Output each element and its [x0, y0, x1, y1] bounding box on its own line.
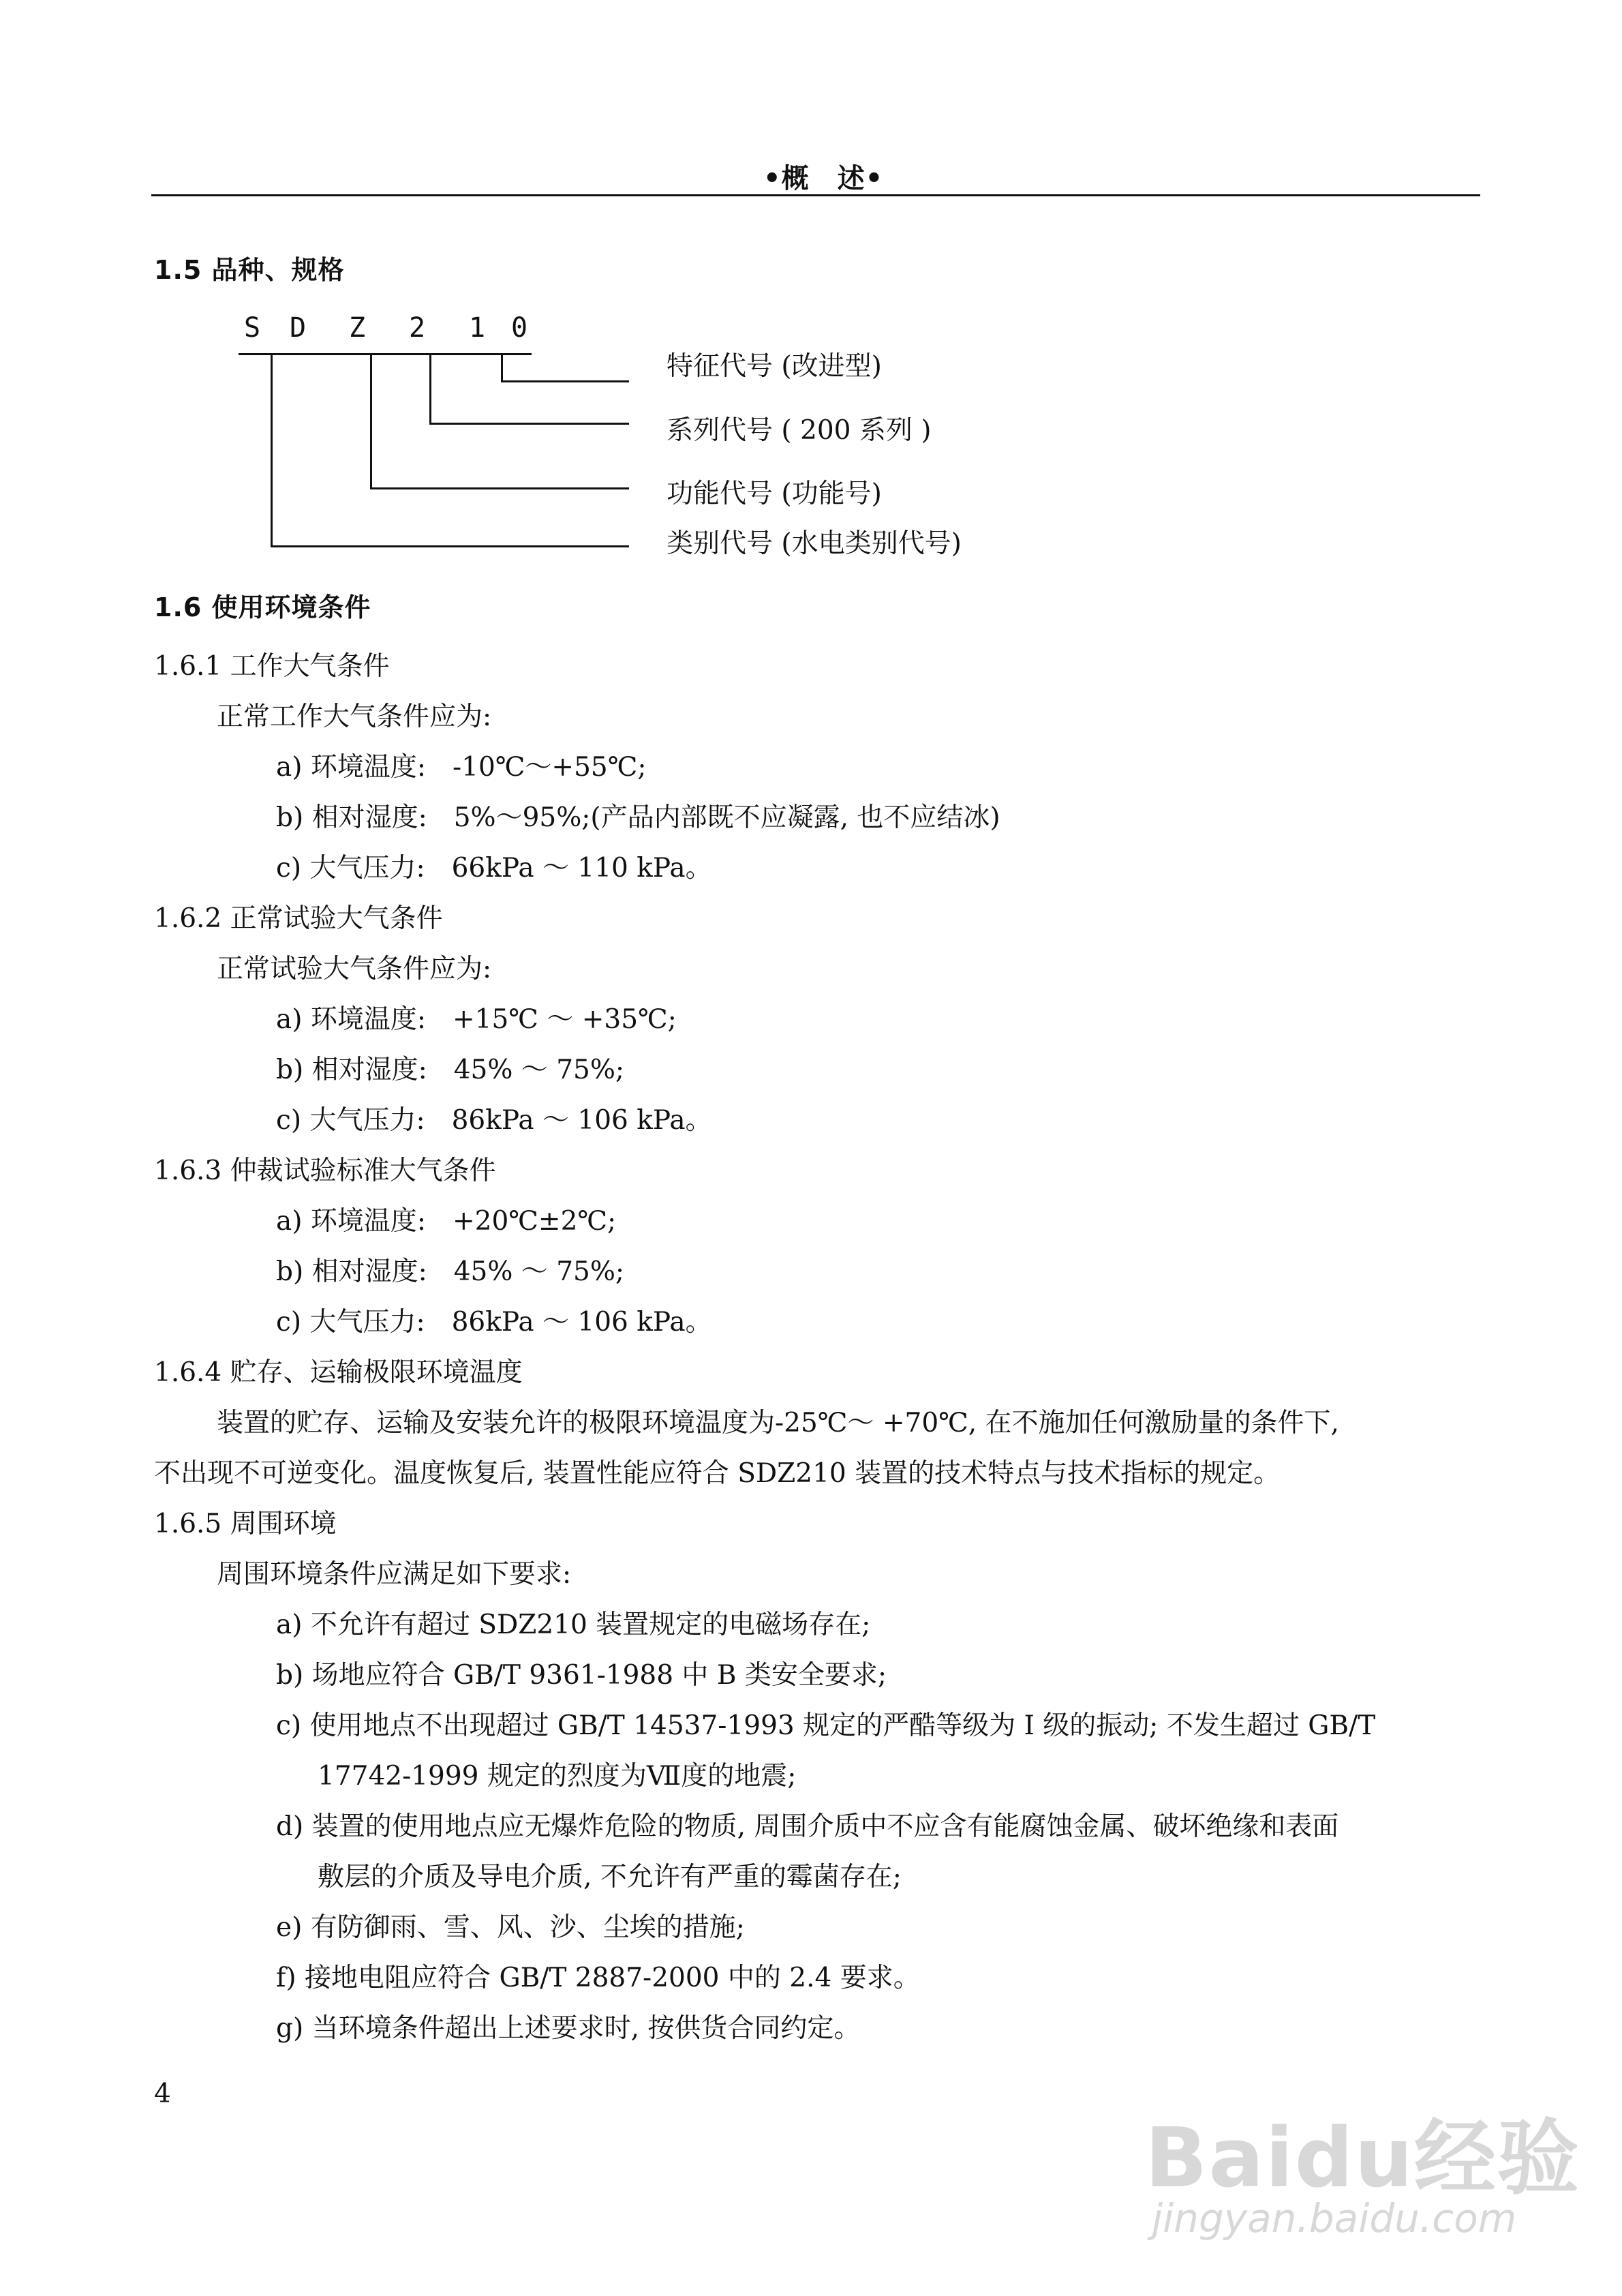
list-item: e) 有防御雨、雪、风、沙、尘埃的措施;	[276, 1912, 745, 1943]
watermark-brand: Baidu经验	[1145, 2111, 1580, 2206]
code-label-feature: 特征代号 (改进型)	[667, 351, 882, 382]
list-item: b) 相对湿度: 45% ～ 75%;	[276, 1256, 625, 1287]
section-1-5-heading: 1.5 品种、规格	[154, 255, 345, 285]
list-item: b) 场地应符合 GB/T 9361-1988 中 B 类安全要求;	[276, 1660, 887, 1691]
subsection-1-6-3-title: 1.6.3 仲裁试验标准大气条件	[154, 1155, 496, 1186]
list-item: a) 环境温度: +15℃ ～ +35℃;	[276, 1004, 677, 1035]
page-number: 4	[154, 2079, 171, 2109]
list-item: f) 接地电阻应符合 GB/T 2887-2000 中的 2.4 要求。	[276, 1963, 920, 1993]
watermark-url: jingyan.baidu.com	[1152, 2195, 1517, 2241]
subsection-1-6-2-title: 1.6.2 正常试验大气条件	[154, 903, 443, 934]
list-item: b) 相对湿度: 45% ～ 75%;	[276, 1055, 625, 1085]
code-char-z: Z	[349, 312, 366, 344]
subsection-1-6-2-intro: 正常试验大气条件应为:	[217, 954, 492, 984]
code-char-0: 0	[511, 312, 528, 344]
list-item: a) 环境温度: -10℃～+55℃;	[276, 752, 647, 783]
list-item: c) 大气压力: 66kPa ～ 110 kPa。	[276, 853, 712, 883]
list-item: g) 当环境条件超出上述要求时, 按供货合同约定。	[276, 2013, 861, 2044]
paragraph-line: 装置的贮存、运输及安装允许的极限环境温度为-25℃～ +70℃, 在不施加任何激励量的条件下,	[217, 1408, 1339, 1438]
running-header-title: •概 述•	[763, 163, 884, 194]
subsection-1-6-1-title: 1.6.1 工作大气条件	[154, 651, 390, 682]
list-item: a) 不允许有超过 SDZ210 装置规定的电磁场存在;	[276, 1610, 871, 1640]
list-item-continuation: 17742-1999 规定的烈度为Ⅶ度的地震;	[318, 1761, 797, 1792]
code-label-series: 系列代号 ( 200 系列 )	[667, 415, 932, 446]
subsection-1-6-4-title: 1.6.4 贮存、运输极限环境温度	[154, 1357, 523, 1388]
list-item: c) 大气压力: 86kPa ～ 106 kPa。	[276, 1307, 712, 1338]
subsection-1-6-1-intro: 正常工作大气条件应为:	[217, 701, 492, 732]
code-char-1: 1	[469, 312, 486, 344]
list-item: d) 装置的使用地点应无爆炸危险的物质, 周围介质中不应含有能腐蚀金属、破坏绝缘和表面	[276, 1811, 1339, 1842]
bracket-category	[271, 354, 629, 547]
subsection-1-6-5-title: 1.6.5 周围环境	[154, 1509, 337, 1539]
code-label-category: 类别代号 (水电类别代号)	[667, 528, 962, 559]
paragraph-line: 不出现不可逆变化。温度恢复后, 装置性能应符合 SDZ210 装置的技术特点与技术指标的规定。	[154, 1458, 1281, 1489]
list-item-continuation: 敷层的介质及导电介质, 不允许有严重的霉菌存在;	[318, 1862, 902, 1892]
list-item: c) 使用地点不出现超过 GB/T 14537-1993 规定的严酷等级为 I 级的振动; 不发生超过 GB/T	[276, 1710, 1376, 1741]
code-char-d: D	[290, 312, 307, 344]
header-rule	[151, 194, 1480, 196]
code-char-s: S	[244, 312, 261, 344]
list-item: a) 环境温度: +20℃±2℃;	[276, 1206, 617, 1237]
list-item: c) 大气压力: 86kPa ～ 106 kPa。	[276, 1105, 712, 1136]
code-char-2: 2	[409, 312, 426, 344]
code-label-function: 功能代号 (功能号)	[667, 479, 882, 509]
list-item: b) 相对湿度: 5%～95%;(产品内部既不应凝露, 也不应结冰)	[276, 802, 1000, 833]
subsection-1-6-5-intro: 周围环境条件应满足如下要求:	[217, 1559, 572, 1590]
section-1-6-heading: 1.6 使用环境条件	[154, 592, 371, 622]
